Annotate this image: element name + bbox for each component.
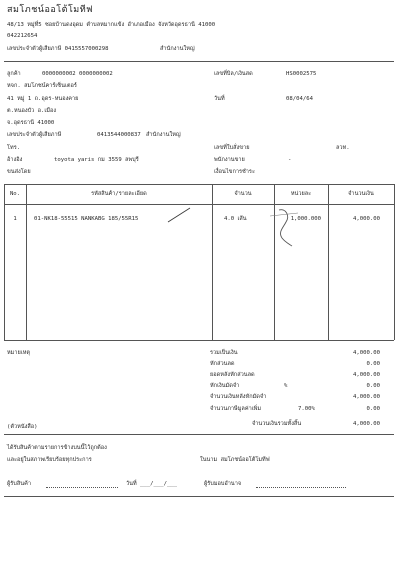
customer-tax-id-label: เลขประจำตัวผู้เสียภาษี [7, 132, 62, 138]
total-value-deposit: 0.00 [366, 383, 380, 389]
received-note-1: ได้รับสินค้าตามรายการข้างบนนี้ไว้ถูกต้อง [7, 445, 107, 451]
salesperson-value: - [288, 157, 292, 163]
total-label-after-discount: ยอดหลังหักส่วนลด [210, 372, 255, 378]
receiver-signature-line [46, 487, 118, 488]
total-value-subtotal: 4,000.00 [353, 350, 380, 356]
date-label: วันที่ [214, 96, 225, 102]
on-behalf-text: ในนาม สมโภชน์ออโต้โมทีฟ [200, 457, 270, 463]
authorized-signature-line [256, 487, 346, 488]
customer-address-3: จ.อุดรธานี 41000 [7, 120, 55, 126]
amount-in-words-label: (ตัวหนังสือ) [7, 424, 38, 430]
company-branch: สำนักงานใหญ่ [160, 46, 195, 52]
date-value: 08/04/64 [286, 96, 313, 102]
col-header-quantity: จำนวน [234, 191, 252, 197]
authorized-label: ผู้รับมอบอำนาจ [204, 481, 242, 487]
footer-divider [4, 434, 394, 435]
remarks-label: หมายเหตุ [7, 350, 31, 356]
col-header-amount: จำนวนเงิน [348, 191, 374, 197]
company-tax-id: เลขประจำตัวผู้เสียภาษี 0415557000298 [7, 46, 109, 52]
row-amount: 4,000.00 [353, 216, 380, 222]
customer-tax-id-value: 0413544000837 [97, 132, 141, 138]
customer-car-label: อ้างอิง [7, 157, 23, 163]
company-address: 48/13 หมู่ที่5 ซอยบ้านดงอุดม ตำบลหมากแข้ง อำเภอเมือง จังหวัดอุดรธานี 41000 [7, 22, 216, 28]
order-no-label: เลขที่ใบสั่งขาย [214, 145, 250, 151]
customer-address-1: 41 หมู่ 1 ถ.อุดร-หนองคาย [7, 96, 79, 102]
total-label-deposit: หักเงินมัดจำ [210, 383, 240, 389]
deposit-percent: % [284, 383, 288, 389]
total-value-grand: 4,000.00 [353, 421, 380, 427]
receiver-label: ผู้รับสินค้า [7, 481, 31, 487]
credit-label: ลวท. [336, 145, 350, 151]
total-value-after-discount: 4,000.00 [353, 372, 380, 378]
total-value-discount: 0.00 [366, 361, 380, 367]
customer-branch: สำนักงานใหญ่ [146, 132, 181, 138]
total-label-grand: จำนวนเงินรวมทั้งสิ้น [252, 421, 302, 427]
row-description: 01-NK18-55515 NANKABG 185/55R15 [34, 216, 139, 222]
bottom-divider [4, 496, 394, 497]
receiver-date-blank: ___/___/___ [140, 481, 178, 487]
customer-phone-label: โทร. [7, 145, 21, 151]
company-name: สมโภชน์ออโต้โมทีฟ [7, 5, 94, 15]
col-header-no: No. [9, 191, 21, 197]
total-value-vat: 0.00 [366, 406, 380, 412]
col-header-description: รหัสสินค้า/รายละเอียด [91, 191, 147, 197]
total-label-discount: หักส่วนลด [210, 361, 235, 367]
customer-car-value: toyota yaris กม 3559 ลพบุรี [54, 157, 139, 163]
invoice-no-value: HS0002575 [286, 71, 317, 77]
vat-percent: 7.00% [298, 406, 315, 412]
row-unit-price: 1,000.000 [290, 216, 321, 222]
payment-terms-label: เงื่อนไขการชำระ [214, 169, 255, 175]
customer-address-2: ต.หนองบัว อ.เมือง [7, 108, 57, 114]
customer-code-value: 0000000002 0000000002 [42, 71, 113, 77]
total-label-after-deposit: จำนวนเงินหลังหักมัดจำ [210, 394, 267, 400]
total-value-after-deposit: 4,000.00 [353, 394, 380, 400]
customer-code-label: ลูกค้า [7, 71, 21, 77]
receiver-date-label: วันที่ [126, 481, 137, 487]
invoice-no-label: เลขที่บิล/เงินสด [214, 71, 253, 77]
received-note-2: และอยู่ในสภาพเรียบร้อยทุกประการ [7, 457, 92, 463]
salesperson-label: พนักงานขาย [214, 157, 245, 163]
customer-name: หจก. สมโภชน์คาร์เซ็นเตอร์ [7, 83, 77, 89]
total-label-vat: จำนวนภาษีมูลค่าเพิ่ม [210, 406, 262, 412]
customer-shipping-label: ขนส่งโดย [7, 169, 31, 175]
company-phone: 042212654 [7, 33, 38, 39]
row-no: 1 [13, 216, 17, 222]
total-label-subtotal: รวมเป็นเงิน [210, 350, 238, 356]
col-header-unit-price: หน่วยละ [290, 191, 312, 197]
row-quantity: 4.0 เส้น [224, 216, 247, 222]
